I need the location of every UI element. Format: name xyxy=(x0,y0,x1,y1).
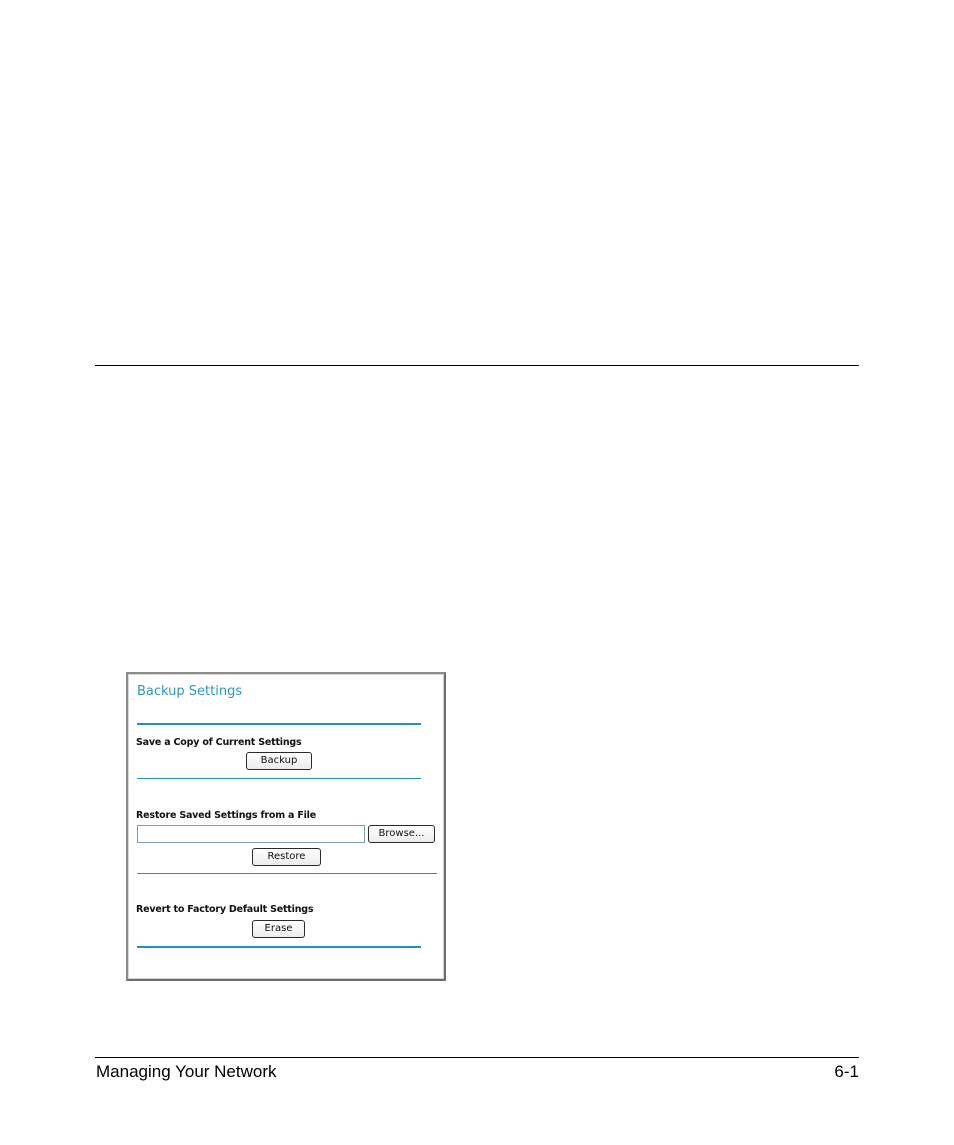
backup-button[interactable]: Backup xyxy=(246,752,312,770)
panel-title: Backup Settings xyxy=(137,684,243,699)
browse-button[interactable]: Browse... xyxy=(368,825,435,843)
section-divider xyxy=(137,873,437,874)
footer-divider xyxy=(95,1057,859,1058)
backup-settings-panel xyxy=(128,674,444,979)
backup-settings-screenshot xyxy=(126,672,446,981)
save-copy-label: Save a Copy of Current Settings xyxy=(136,737,302,748)
title-divider xyxy=(137,723,421,725)
header-divider xyxy=(95,365,859,366)
erase-button[interactable]: Erase xyxy=(252,920,305,938)
restore-file-input[interactable] xyxy=(137,825,365,843)
section-divider xyxy=(137,778,421,779)
chapter-title: Managing Your Network xyxy=(96,1062,277,1081)
restore-label: Restore Saved Settings from a File xyxy=(136,810,316,821)
revert-label: Revert to Factory Default Settings xyxy=(136,904,314,915)
page-number: 6-1 xyxy=(834,1062,859,1081)
restore-button[interactable]: Restore xyxy=(252,848,321,866)
bottom-divider xyxy=(137,946,421,948)
